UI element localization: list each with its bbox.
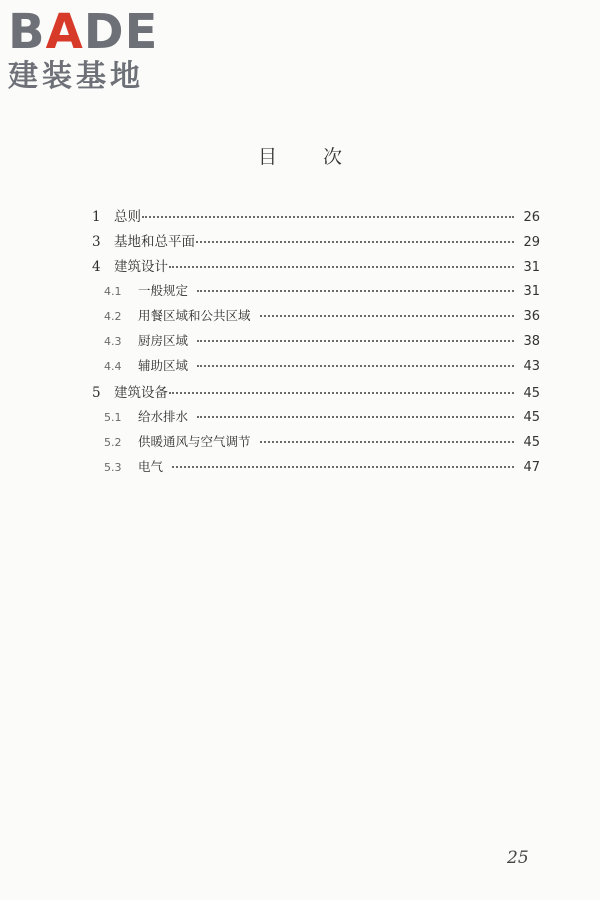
toc-leader-dots <box>197 339 514 342</box>
toc-leader-dots <box>142 215 514 218</box>
toc-entry-number: 4.4 <box>104 360 122 374</box>
page-title: 目次 <box>257 146 388 168</box>
toc-entry-number: 3 <box>92 234 101 251</box>
table-of-contents <box>92 205 540 482</box>
toc-entry-title: 建筑设计 <box>114 259 168 276</box>
logo-subtitle: 建装基地 <box>8 59 144 94</box>
toc-entry-page: 45 <box>523 409 540 425</box>
toc-entry-page: 47 <box>523 459 540 475</box>
toc-entry-number: 1 <box>92 209 101 225</box>
toc-entry-number: 4.3 <box>104 334 122 348</box>
toc-entry-title: 供暖通风与空气调节 <box>138 433 251 449</box>
logo-wordmark <box>8 6 158 58</box>
toc-entry-number: 5.2 <box>104 435 122 449</box>
toc-entry-page: 26 <box>523 210 540 225</box>
toc-entry <box>92 306 540 331</box>
toc-entry-page: 31 <box>523 283 540 299</box>
toc-entry-page: 38 <box>523 333 540 349</box>
logo-letter-a: A <box>45 4 84 60</box>
toc-entry-number: 5.1 <box>104 410 122 424</box>
toc-entry <box>92 407 540 432</box>
toc-entry <box>92 457 540 482</box>
toc-leader-dots <box>197 289 514 292</box>
toc-entry <box>92 381 540 406</box>
toc-entry-page: 45 <box>523 386 540 402</box>
toc-entry <box>92 432 540 457</box>
toc-entry-title: 辅助区域 <box>138 358 189 374</box>
page-number: 25 <box>507 848 529 868</box>
toc-entry-title: 建筑设备 <box>114 385 168 402</box>
toc-entry-title: 总则 <box>114 209 141 225</box>
toc-leader-dots <box>197 364 514 367</box>
toc-entry-number: 4 <box>92 259 101 276</box>
toc-leader-dots <box>260 440 514 443</box>
toc-entry-title: 用餐区域和公共区域 <box>138 307 251 323</box>
toc-entry-page: 43 <box>523 359 540 375</box>
toc-leader-dots <box>169 265 514 268</box>
toc-entry-number: 5 <box>92 385 101 402</box>
toc-entry <box>92 331 540 356</box>
toc-entry-page: 29 <box>523 235 540 251</box>
toc-entry <box>92 356 540 381</box>
toc-entry-title: 厨房区域 <box>138 332 189 348</box>
toc-entry <box>92 255 540 280</box>
toc-leader-dots <box>169 391 514 394</box>
bade-logo <box>8 6 158 94</box>
logo-letter-b: B <box>8 4 46 60</box>
toc-entry <box>92 230 540 255</box>
logo-letter-e: E <box>124 4 159 60</box>
toc-entry <box>92 205 540 230</box>
toc-entry-number: 5.3 <box>104 460 122 474</box>
toc-entry-number: 4.2 <box>104 309 122 323</box>
toc-leader-dots <box>260 314 514 317</box>
toc-entry-title: 一般规定 <box>138 282 189 298</box>
toc-leader-dots <box>196 240 514 243</box>
toc-leader-dots <box>172 465 514 468</box>
toc-entry-page: 45 <box>523 434 540 450</box>
toc-entry-page: 36 <box>523 308 540 324</box>
toc-entry-title: 电气 <box>138 458 164 474</box>
toc-leader-dots <box>197 415 514 418</box>
toc-entry-page: 31 <box>523 260 540 276</box>
logo-letter-d: D <box>83 4 125 60</box>
toc-entry <box>92 281 540 306</box>
toc-entry-number: 4.1 <box>104 284 122 298</box>
toc-entry-title: 给水排水 <box>138 408 189 424</box>
toc-entry-title: 基地和总平面 <box>114 234 195 251</box>
